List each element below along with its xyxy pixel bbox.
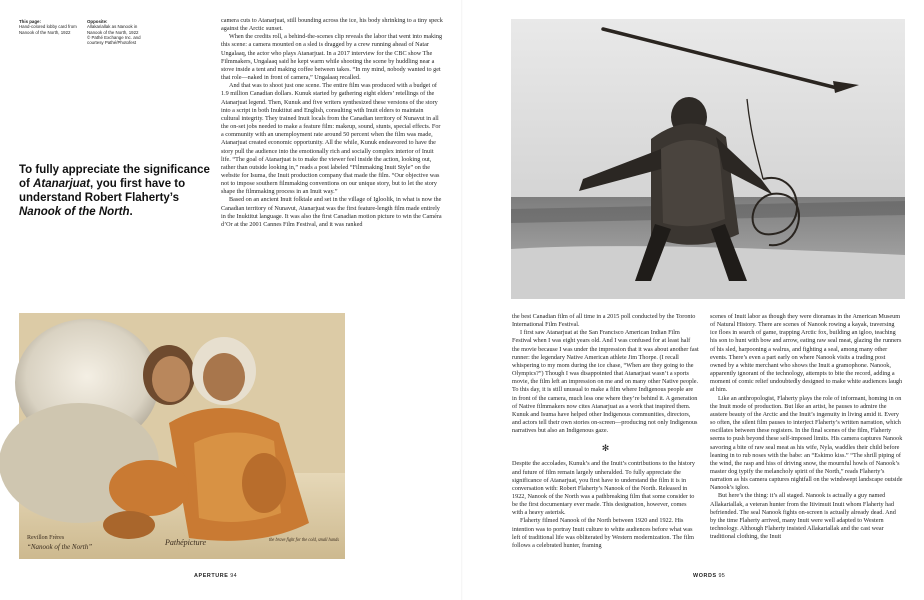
lobby-card-photo bbox=[19, 313, 357, 559]
page-gutter bbox=[461, 0, 463, 600]
pull-quote-part2: , you first have to understand Robert Flaherty’s bbox=[19, 178, 186, 204]
folio-right-label: WORDS bbox=[693, 573, 717, 579]
body-column-1 bbox=[221, 17, 443, 229]
lobby-card-text-revillon: Revillon Frères bbox=[27, 535, 65, 541]
lobby-card-text-title: “Nanook of the North” bbox=[27, 543, 93, 551]
pull-quote-title-atanarjuat: Atanarjuat bbox=[33, 178, 90, 190]
caption-opposite-title: Opposite: bbox=[87, 19, 108, 24]
folio-right-number: 95 bbox=[718, 573, 726, 579]
lobby-card-illustration bbox=[19, 313, 357, 559]
pull-quote-part1: To fully appreciate the significance of bbox=[19, 164, 210, 190]
folio-left bbox=[194, 573, 237, 579]
paragraph: Like an anthropologist, Flaherty plays the role of informant, homing in on the Inuit mode of production. But like an artist, he pauses to admire the austere beauty of the Arctic and the Inuit’s ingenuity in living amid it. Every so often, the silent film pauses to interject Flaherty’s written narration, which oscillates between these registers. In the final scenes of the film, Flaherty seems to push beyond these self-imposed limits. His camera captures Nanook savoring a bite of raw seal meat as his wife, Nyla, waddles their child before leaning in to rub noses with the babe: an “Eskimo kiss.” “The shrill piping of the wind, the rasp and hiss of driving snow, the mournful howls of Nanook’s master dog typify the melancholy spirit of the North,” reads Flaherty’s narration as his camera captures nightfall on the windswept landscape outside Nanook’s igloo. bbox=[710, 394, 903, 492]
caption-this-page bbox=[19, 19, 81, 35]
paragraph: I first saw Atanarjuat at the San Francisco American Indian Film Festival when I was eight years old. And I was confused for at least half the movie because I was under the impression that it was about another fast runner: the legendary Native American athlete Jim Thorpe. (I recall whispering to my mom during the ice chase, “When are they going to the Olympics?”) Though I was disappointed that Atanarjuat wasn’t a sports movie, the film left an impression on me and on many other Native people. To this day, it is still unusual to make a film where Indigenous people are in front of the camera, much less one where they’re behind it. A generation of Native filmmakers now cites Atanarjuat as a work that inspired them. Kunuk and Isuma have helped other Indigenous communities, directors, and actors tell their own stories on-screen—producing not only Indigenous narratives but also an Indigenous gaze. bbox=[512, 329, 699, 435]
section-separator-icon: ✻ bbox=[601, 443, 610, 454]
caption-opposite bbox=[87, 19, 149, 45]
paragraph: When the credits roll, a behind-the-scenes clip reveals the labor that went into making this scene: a camera mounted on a sled is dragged by a crew running ahead of Natar Ungalaaq, the actor who plays Atanarjuat. In a 2017 interview for the CBC show The Filmmakers, Ungalaaq said he kept warm while shooting the scene by huddling near a stove inside a tent and making coffee between takes. “In my mind, nobody wanted to get that role—naked in front of camera,” Ungalaaq recalled. bbox=[221, 33, 443, 82]
paragraph: And that was to shoot just one scene. The entire film was produced with a budget of 1.9 million Canadian dollars. Kunuk started by gathering eight elders’ retellings of the Atanarjuat legend. Then, Kunuk and five writers synthesized these versions of the story into a script in both Inuktitut and English, consulting with Inuit elders to maintain cultural integrity. They trained Inuit locals from the Canadian territory of Nunavut in all the on-set jobs needed to make a feature film: makeup, sound, stunts, special effects. For a community with an unemployment rate around 50 percent when the film was made, Atanarjuat created economic opportunity. All the while, Kunuk endeavored to have the story pull the audience into the emotionally rich and socially complex interior of Inuit life. “The goal of Atanarjuat is to make the viewer feel inside the action, looking out, rather than outside looking in,” reads a post labeled “Filmmaking Inuit Style” on the website for Isuma, the Inuit production company that made the film. “Our objective was not to impose southern filmmaking conventions on our unique story, but to let the story shape the filmmaking process in an Inuit way.” bbox=[221, 82, 441, 196]
pull-quote bbox=[19, 163, 215, 219]
film-still-illustration bbox=[511, 19, 905, 299]
folio-left-number: 94 bbox=[230, 573, 237, 579]
lobby-card-text-pathepicture: Pathépicture bbox=[165, 538, 207, 547]
paragraph: camera cuts to Atanarjuat, still bounding across the ice, his body shrinking to a tiny speck against the Arctic sunset. bbox=[221, 17, 443, 33]
lobby-card-text-caption bbox=[269, 536, 357, 543]
paragraph: Despite the accolades, Kunuk’s and the Inuit’s contributions to the history and future of film remain largely unheralded. To fully appreciate the significance of Atanarjuat, you first have to understand the film it is in conversation with: Robert Flaherty’s Nanook of the North. Released in 1922, Nanook of the North was a pathbreaking film that some consider to be the first documentary ever made. This designation, however, comes with a heavy asterisk. bbox=[512, 460, 696, 517]
body-column-3 bbox=[710, 313, 903, 541]
caption-opposite-credit: © Pathé Exchange Inc. and courtesy Pathé/Photofest bbox=[87, 34, 141, 46]
paragraph: Flaherty filmed Nanook of the North between 1920 and 1922. His intention was to portray Inuit culture to white audiences before what was left of traditional life was obliterated by Western modernization. The film follows a celebrated hunter, framing bbox=[512, 517, 694, 549]
caption-this-page-title: This page: bbox=[19, 19, 41, 24]
paragraph: But here’s the thing: it’s all staged. Nanook is actually a guy named Allakariallak, a veteran hunter from the Itivimuit Inuit whom Flaherty had befriended. The seal Nanook fights on-screen is actually already dead. And by the time Flaherty arrived, many Inuit were well adapted to Western technology. Although Flaherty insisted Allakariallak and the cast wear traditional clothing, the Inuit bbox=[710, 492, 896, 541]
paragraph: the best Canadian film of all time in a 2015 poll conducted by the Toronto International Film Festival. bbox=[512, 313, 696, 329]
lobby-card-text-caption-line: the brave fight for the cold, small hands bbox=[269, 537, 357, 543]
caption-this-page-text: Hand-colored lobby card from Nanook of the North, 1922 bbox=[19, 24, 77, 35]
body-column-2 bbox=[512, 313, 699, 550]
folio-left-label: APERTURE bbox=[194, 573, 229, 579]
folio-right bbox=[693, 573, 725, 579]
film-still-photo bbox=[511, 19, 905, 299]
paragraph: scenes of Inuit labor as though they were dioramas in the American Museum of Natural History. There are scenes of Nanook rowing a kayak, traversing ice floes in search of game, trapping Arctic fox, building an igloo, teaching his son to hunt with bow and arrow, eating raw seal meat, glazing the runners of his sled, harpooning a walrus, and fighting a seal, among many other events. There’s even a part early on where Nanook visits a trading post owned by a white merchant who shows the Inuit a gramophone. Nanook, apparently ignorant of the technology, attempts to bite the record, adding a moment of comic relief undoubtedly designed to make white audiences laugh at him. bbox=[710, 313, 903, 394]
pull-quote-part3: . bbox=[129, 206, 133, 218]
paragraph: Based on an ancient Inuit folktale and set in the village of Igloolik, in what is now the Canadian territory of Nunavut, Atanarjuat was the first feature-length film made entirely in the Inuktitut language. It was also the first Canadian motion picture to win the Caméra d’Or at the 2001 Cannes Film Festival, and it was ranked bbox=[221, 196, 442, 228]
caption-opposite-line1: Allakariallak as Nanook in Nanook of the North, 1922 bbox=[87, 24, 139, 35]
pull-quote-title-nanook: Nanook of the North bbox=[19, 206, 130, 218]
